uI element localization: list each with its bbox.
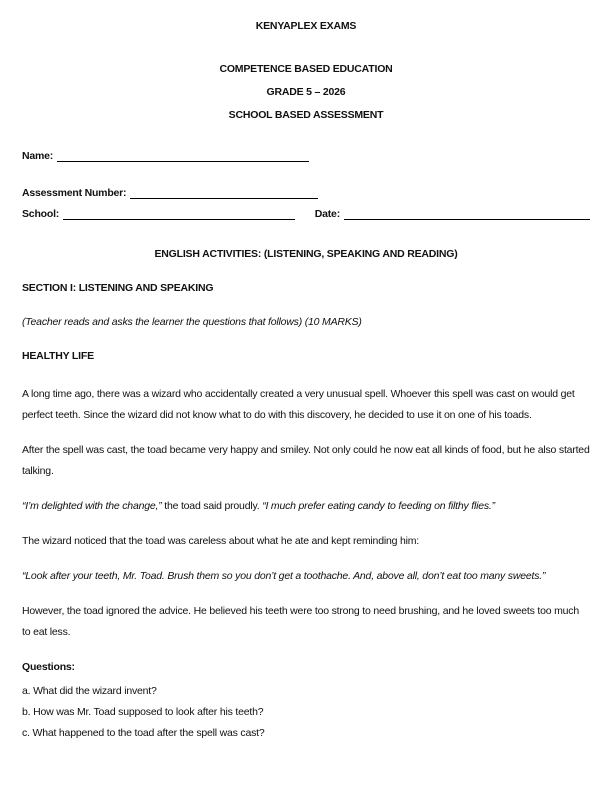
teacher-instruction-note: (Teacher reads and asks the learner the questions that follows) (10 MARKS): [22, 316, 362, 328]
header-curriculum: COMPETENCE BASED EDUCATION: [219, 63, 393, 75]
school-date-field-row: [22, 207, 590, 220]
subject-title: ENGLISH ACTIVITIES: (LISTENING, SPEAKING AND READING): [154, 248, 458, 260]
name-label: Name:: [22, 150, 54, 162]
question-b: b. How was Mr. Toad supposed to look after his teeth?: [22, 706, 264, 718]
candidate-fields: [22, 149, 590, 220]
header-assessment-type: SCHOOL BASED ASSESSMENT: [228, 109, 384, 121]
school-label: School:: [22, 208, 60, 220]
assessment-number-field-row: [22, 186, 590, 199]
passage-paragraph-1: A long time ago, there was a wizard who accidentally created a very unusual spell. Whoever this spell was cast on would get perfect teeth. Since the wizard did not know what to do with this discovery, he decided to use it on one of his toads.: [22, 388, 575, 421]
exam-title: KENYAPLEX EXAMS: [255, 20, 357, 32]
passage-title: HEALTHY LIFE: [22, 350, 94, 362]
date-label: Date:: [314, 208, 340, 220]
assessment-number-label: Assessment Number:: [22, 187, 127, 199]
header-grade-year: GRADE 5 – 2026: [266, 86, 346, 98]
quote-1-attribution: the toad said proudly.: [164, 500, 263, 512]
section-title: SECTION I: LISTENING AND SPEAKING: [22, 282, 214, 294]
question-c: c. What happened to the toad after the spell was cast?: [22, 727, 265, 739]
name-field-row: [22, 149, 590, 162]
passage-quote-2: “Look after your teeth, Mr. Toad. Brush them so you don’t get a toothache. And, above all, don’t eat too many sweets.”: [22, 570, 546, 582]
quote-1-closing: “I much prefer eating candy to feeding on filthy flies.”: [262, 500, 495, 512]
assessment-number-blank-line: [130, 186, 318, 199]
date-blank-line: [344, 207, 590, 220]
passage-paragraph-4: However, the toad ignored the advice. He believed his teeth were too strong to need brushing, and he loved sweets too much to eat less.: [22, 605, 579, 638]
school-blank-line: [63, 207, 295, 220]
name-blank-line: [57, 149, 309, 162]
exam-header-block: [22, 58, 590, 127]
passage-paragraph-2: After the spell was cast, the toad became very happy and smiley. Not only could he now eat all kinds of food, but he also started talking.: [22, 444, 590, 477]
question-a: a. What did the wizard invent?: [22, 685, 157, 697]
questions-heading: Questions:: [22, 661, 75, 673]
passage-quote-1: [22, 496, 590, 517]
date-field-group: [315, 207, 590, 220]
quote-1-opening: “I’m delighted with the change,”: [22, 500, 165, 512]
passage-paragraph-3: The wizard noticed that the toad was careless about what he ate and kept reminding him:: [22, 535, 420, 547]
